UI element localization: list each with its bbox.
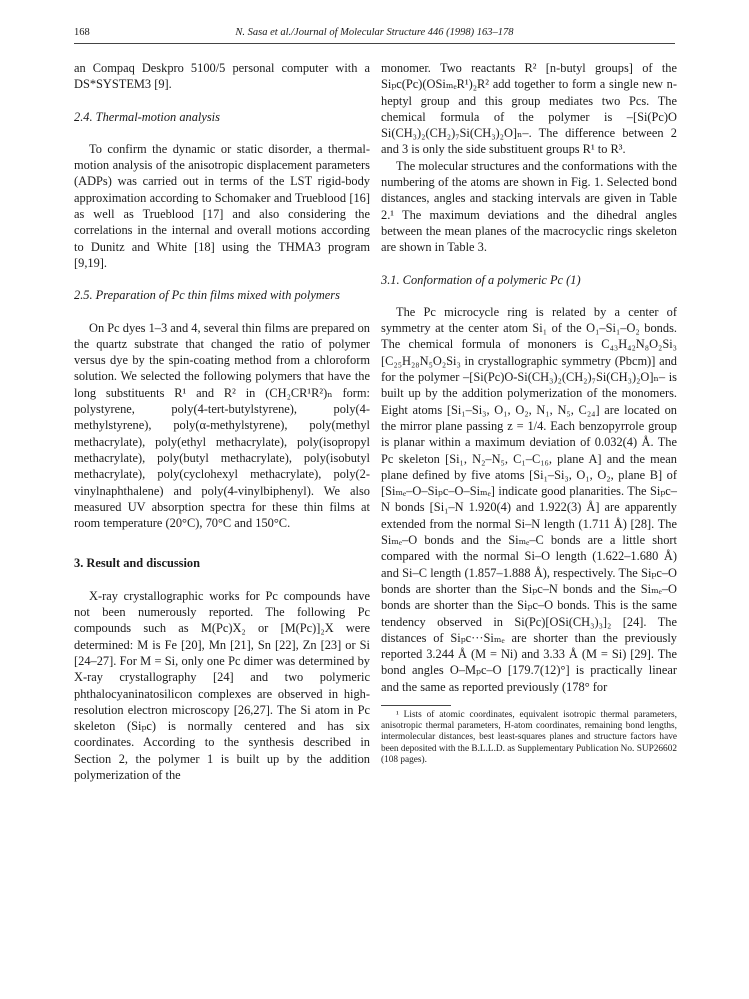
paragraph-structures: The molecular structures and the conformations with the numbering of the atoms are shown in Fig. 1. Selected bond distances, angles and stacking intervals are given in Table 2.¹ The maximum deviations and the dihedral angles between the mean planes of the macrocyclic rings skeleton are shown in Table 3.	[381, 158, 677, 255]
section-heading-3: 3. Result and discussion	[74, 556, 201, 571]
footnote-rule	[381, 705, 451, 706]
paragraph-results: X-ray crystallographic works for Pc compounds have not been numerously reported. The following Pc compounds such as M(Pc)X₂ or [M(Pc)]₂X were determined: M is Fe [20], Mn [21], Sn [22], Zn [23] or Si [24–27]. For M = Si, only one Pc dimer was determined by X-ray crystallography [24] and two polymeric phthalocyaninatosilicon complexes are observed in high-resolution electron microscopy [26,27]. The Si atom in Pc skeleton (Siₚc) is normally centered and has six coordinates. According to the synthesis described in Section 2, the polymer 1 is built up by the addition polymerization of the	[74, 588, 370, 782]
paragraph-conformation: The Pc microcycle ring is related by a center of symmetry at the center atom Si₁ of the O₁–Si₁–O₂ bonds. The chemical formula of mononers is C₄₃H₄₂N₈O₂Si₃ [C₂₅H₂₈N₅O₂Si₃ in crystallographic symmetry (Pbcm)] and for the polymer –[Si(Pc)O-Si(CH₃)₂(CH₂)₇Si(CH₃)₂O]ₙ– is built up by the addition polymerization of the monomers. Eight atoms [Si₁–Si₃, O₁, O₂, N₁, N₅, C₂₄] are located on the mirror plane passing z = 1/4. Each benzopyrrole group is planar within a maximum deviation of 0.032(4) Å. The Pc skeleton [Si₁, N₂–N₅, C₁–C₁₆, plane A] and the mean plane defined by five atoms [Si₁–Si₃, O₁, O₂, plane B] of [Siₘₑ–O–Siₚc–O–Siₘₑ] indicate good planarities. The Siₚc–N bonds [Si₁–N 1.920(4) and 1.922(3) Å] are apparently extended from the normal Si–N length (1.711 Å) [28]. The Siₘₑ–O bonds and the Siₘₑ–C bonds are a little short compared with the normal Si–O length (1.622–1.680 Å) and Si–C length (1.857–1.888 Å), respectively. The Siₚc–O bonds are shorter than the Siₚc–N bonds and the Siₘₑ–O bonds are shorter than the Siₚc–O bonds. This is the same tendency observed in Si(Pc)[OSi(CH₃)₃]₂ [24]. The distances of Siₚc···Siₘₑ are shorter than the previously reported 3.244 Å (M = Ni) and 3.33 Å (M = Si) [29]. The bond angles O–Mₚc–O [179.7(12)°] is practically linear and the same as reported previously (178° for	[381, 304, 677, 694]
section-heading-3-1: 3.1. Conformation of a polymeric Pc (1)	[381, 272, 581, 287]
left-column	[74, 60, 370, 783]
running-title: N. Sasa et al./Journal of Molecular Structure 446 (1998) 163–178	[235, 27, 514, 38]
paragraph-monomer: monomer. Two reactants R² [n-butyl groups] of the Siₚc(Pc)(OSiₘₑR¹)₂R² add together to form a single new n-heptyl group and this group mediates two Pcs. The chemical formula of the polymer is –[Si(Pc)O Si(CH₃)₂(CH₂)₇Si(CH₃)₂O]ₙ–. The difference between 2 and 3 is only the side substituent groups R¹ to R³.	[381, 61, 677, 157]
footnote: ¹ Lists of atomic coordinates, equivalent isotropic thermal parameters, anisotropic thermal parameters, H-atom coordinates, remaining bond lengths, intermolecular distances, best least-squares planes and structure factors have been deposited with the B.L.L.D. as Supplementary Publication No. SUP26602 (108 pages).	[381, 709, 677, 765]
right-column	[381, 60, 677, 766]
running-header	[74, 27, 675, 44]
paragraph-continued: an Compaq Deskpro 5100/5 personal computer with a DS*SYSTEM3 [9].	[74, 61, 370, 92]
paragraph-thin-films: On Pc dyes 1–3 and 4, several thin films are prepared on the quartz substrate that changed the ratio of polymer versus dye by the spin-coating method from a chloroform solution. We selected the following polymers that have the long substituents R¹ and R² in (CH₂CR¹R²)ₙ form: polystyrene, poly(4-tert-butylstyrene), poly(4-methylstyrene), poly(α-methylstyrene), poly(methyl methacrylate), poly(ethyl methacrylate), poly(isopropyl methacrylate), poly(butyl methacrylate), poly(isobutyl methacrylate), poly(cyclohexyl methacrylate), poly(2-vinylnaphthalene) and poly(4-vinylbiphenyl). We also measured UV absorption spectra for these thin films at room temperature (20°C), 70°C and 150°C.	[74, 320, 370, 531]
section-heading-2-4: 2.4. Thermal-motion analysis	[74, 109, 220, 124]
page-number: 168	[74, 27, 90, 38]
paragraph-thermal-motion: To confirm the dynamic or static disorder, a thermal-motion analysis of the anisotropic displacement parameters (ADPs) was carried out in terms of the LST rigid-body approximation according to Schomaker and Trueblood [16] as well as Trueblood [17] and also considering the correlations in the internal and overall motions according to Dunitz and White [18] using the THMA3 program [9,19].	[74, 141, 370, 270]
section-heading-2-5: 2.5. Preparation of Pc thin films mixed with polymers	[74, 288, 340, 303]
